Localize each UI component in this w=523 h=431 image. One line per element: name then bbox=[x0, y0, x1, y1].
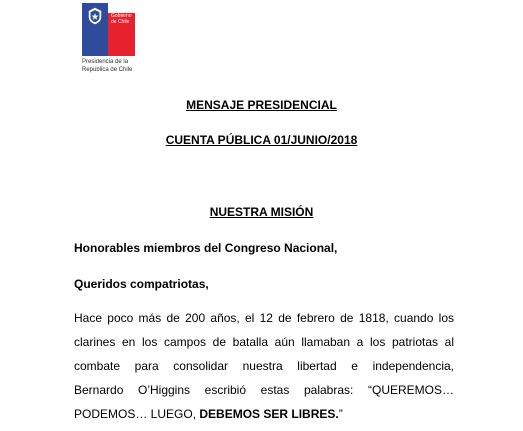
logo-caption-line2: República de Chile bbox=[82, 66, 133, 73]
section-heading: NUESTRA MISIÓN bbox=[209, 205, 314, 219]
logo-tagline-line2: de Chile bbox=[111, 19, 130, 25]
document-title: MENSAJE PRESIDENCIAL bbox=[186, 98, 337, 112]
government-logo bbox=[82, 3, 140, 74]
document-subtitle: CUENTA PÚBLICA 01/JUNIO/2018 bbox=[165, 133, 358, 147]
flag-red-panel bbox=[108, 3, 135, 56]
body-paragraph bbox=[74, 306, 454, 426]
salutation-citizens: Queridos compatriotas, bbox=[74, 277, 209, 291]
body-line-5-prefix: PODEMOS… LUEGO, bbox=[74, 407, 200, 421]
logo-tagline bbox=[111, 13, 135, 25]
coat-of-arms-icon bbox=[85, 6, 105, 26]
body-line-4: Bernardo O’Higgins escribió estas palabras: “QUEREMOS… bbox=[74, 383, 454, 397]
chile-flag-logo bbox=[82, 3, 135, 56]
logo-caption-line1: Presidencia de la bbox=[82, 59, 129, 65]
body-line-3: combate para consolidar nuestra libertad e independencia, bbox=[74, 359, 454, 373]
salutation-congress: Honorables miembros del Congreso Nacional, bbox=[74, 241, 338, 255]
flag-blue-panel bbox=[82, 3, 108, 56]
body-line-2: clarines en los campos de batalla aún llamaban a los patriotas al bbox=[74, 335, 454, 349]
body-line-1: Hace poco más de 200 años, el 12 de febrero de 1818, cuando los bbox=[74, 311, 454, 325]
logo-tagline-line1: Gobierno bbox=[111, 13, 132, 19]
body-line-5-suffix: ” bbox=[338, 407, 343, 421]
body-line-5 bbox=[74, 402, 454, 426]
logo-caption bbox=[82, 59, 140, 74]
body-line-5-bold: DEBEMOS SER LIBRES. bbox=[199, 407, 339, 421]
flag-white-strip bbox=[108, 3, 135, 13]
